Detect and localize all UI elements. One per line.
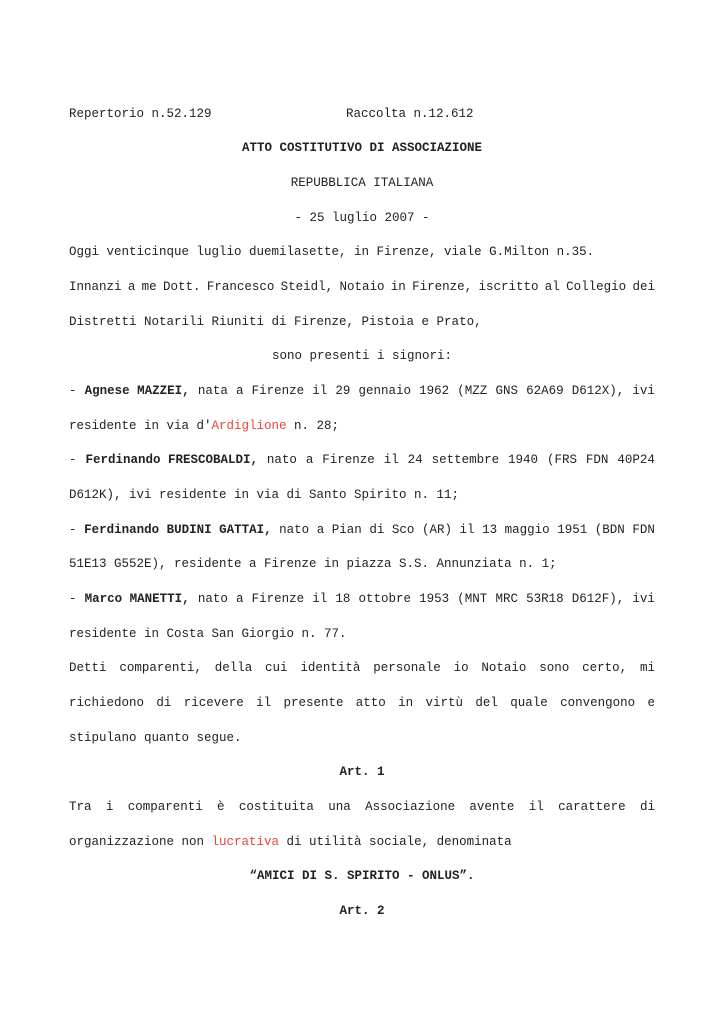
word: avente	[469, 800, 515, 814]
word: e	[647, 696, 655, 710]
word: Innanzi	[69, 280, 122, 294]
word: a	[127, 280, 136, 294]
word: del	[475, 696, 498, 710]
word: 62A69	[526, 384, 564, 398]
word: i	[105, 800, 114, 814]
republic-heading: REPUBBLICA ITALIANA	[290, 176, 434, 190]
header-line	[69, 104, 655, 124]
word: FDN	[632, 523, 655, 537]
word: me	[141, 280, 157, 294]
word: comparenti,	[119, 661, 202, 675]
person-1-name: Agnese MAZZEI,	[84, 384, 190, 398]
word: 1962	[419, 384, 450, 398]
person-2-line-1	[69, 450, 655, 470]
person-2-line-2: D612K), ivi residente in via di Santo Spirito n. 11;	[69, 488, 460, 502]
word: D612F),	[571, 592, 625, 606]
word: iscritto	[478, 280, 539, 294]
word: MRC	[495, 592, 518, 606]
person-1-line-1	[69, 381, 655, 401]
word: ivi	[632, 384, 655, 398]
word: Notaio	[481, 661, 527, 675]
word: di	[369, 523, 385, 537]
word: a	[316, 523, 325, 537]
word: il	[312, 592, 328, 606]
word: sono	[539, 661, 570, 675]
word: Firenze	[251, 384, 305, 398]
word: al	[544, 280, 560, 294]
word: D612X),	[571, 384, 625, 398]
comparenti-line-3: stipulano quanto segue.	[69, 731, 242, 745]
intro-line-1: Oggi venticinque luglio duemilasette, in Firenze, viale G.Milton n.35.	[69, 245, 595, 259]
word: (AR)	[421, 523, 452, 537]
word: convengono	[560, 696, 636, 710]
person-2-name: Ferdinando FRESCOBALDI,	[85, 453, 258, 467]
word: 29	[335, 384, 351, 398]
art-1-line-1	[69, 797, 655, 817]
word: a	[305, 453, 314, 467]
word: Sco	[391, 523, 415, 537]
word: GNS	[495, 384, 518, 398]
word: mi	[639, 661, 655, 675]
word: ricevere	[183, 696, 244, 710]
word: dei	[632, 280, 655, 294]
word: di	[156, 696, 172, 710]
word: presente	[283, 696, 344, 710]
word: (BDN	[594, 523, 625, 537]
word: Dott.	[162, 280, 201, 294]
art-1-heading: Art. 1	[339, 765, 385, 779]
word: atto	[355, 696, 386, 710]
word: Steidl,	[280, 280, 334, 294]
word: Firenze,	[412, 280, 473, 294]
word: della	[214, 661, 253, 675]
person-dash: -	[69, 384, 77, 398]
person-3-line-1	[69, 520, 655, 540]
word: a	[235, 384, 244, 398]
word: il	[528, 800, 544, 814]
document-title: ATTO COSTITUTIVO DI ASSOCIAZIONE	[241, 141, 483, 155]
intro-line-3: Distretti Notarili Riuniti di Firenze, Pistoia e Prato,	[69, 315, 482, 329]
word: il	[312, 384, 328, 398]
art-1-line-2: organizzazione non lucrativa di utilità sociale, denominata	[69, 835, 512, 849]
word: il	[256, 696, 272, 710]
word: certo,	[582, 661, 628, 675]
association-name: “AMICI DI S. SPIRITO - ONLUS”.	[249, 869, 475, 883]
word: Detti	[69, 661, 107, 675]
comparenti-line-2	[69, 693, 655, 713]
word: nata	[197, 384, 228, 398]
word: Firenze	[322, 453, 375, 467]
word: in	[390, 280, 406, 294]
word: 1953	[419, 592, 450, 606]
word: FDN	[585, 453, 609, 467]
word: Francesco	[206, 280, 275, 294]
word: una	[328, 800, 351, 814]
word: (FRS	[546, 453, 577, 467]
word: (MZZ	[457, 384, 488, 398]
word: nato	[197, 592, 228, 606]
person-4-line-1	[69, 589, 655, 609]
document-date: - 25 luglio 2007 -	[294, 211, 430, 225]
word: personale	[373, 661, 441, 675]
intro-line-2	[69, 277, 655, 297]
address-highlight: Ardiglione	[211, 419, 287, 433]
art-2-heading: Art. 2	[339, 904, 385, 918]
word: carattere	[558, 800, 626, 814]
person-3-line-2: 51E13 G552E), residente a Firenze in piazza S.S. Annunziata n. 1;	[69, 557, 557, 571]
word: 18	[335, 592, 351, 606]
word: 24	[407, 453, 423, 467]
word: settembre	[431, 453, 500, 467]
person-dash: -	[69, 523, 77, 537]
person-dash: -	[69, 453, 77, 467]
raccolta-number: Raccolta n.12.612	[346, 107, 474, 121]
word: io	[453, 661, 469, 675]
present-heading: sono presenti i signori:	[271, 349, 453, 363]
word: il	[383, 453, 399, 467]
word: 53R18	[526, 592, 564, 606]
word: Collegio	[566, 280, 627, 294]
word: virtù	[425, 696, 464, 710]
lucrativa-highlight: lucrativa	[211, 835, 280, 849]
word: maggio	[504, 523, 550, 537]
word: 1940	[508, 453, 539, 467]
word: il	[459, 523, 475, 537]
person-4-name: Marco MANETTI,	[84, 592, 190, 606]
comparenti-line-1	[69, 658, 655, 678]
word: 13	[482, 523, 498, 537]
person-1-line-2: residente in via d'Ardiglione n. 28;	[69, 419, 340, 433]
word: nato	[279, 523, 310, 537]
word: Notaio	[339, 280, 385, 294]
word: ottobre	[358, 592, 412, 606]
word: Firenze	[251, 592, 305, 606]
word: nato	[266, 453, 297, 467]
person-dash: -	[69, 592, 77, 606]
word: quale	[510, 696, 548, 710]
word: 1951	[557, 523, 588, 537]
word: identità	[300, 661, 361, 675]
person-4-line-2: residente in Costa San Giorgio n. 77.	[69, 627, 347, 641]
word: cui	[265, 661, 288, 675]
word: Pian	[331, 523, 362, 537]
word: è	[217, 800, 225, 814]
word: costituita	[238, 800, 314, 814]
word: di	[639, 800, 655, 814]
word: richiedono	[69, 696, 145, 710]
word: 40P24	[617, 453, 655, 467]
word: Tra	[69, 800, 92, 814]
repertorio-number: Repertorio n.52.129	[69, 107, 212, 121]
word: comparenti	[127, 800, 203, 814]
word: gennaio	[358, 384, 412, 398]
word: in	[398, 696, 414, 710]
person-3-name: Ferdinando BUDINI GATTAI,	[84, 523, 272, 537]
word: (MNT	[457, 592, 488, 606]
word: Associazione	[365, 800, 456, 814]
word: a	[235, 592, 244, 606]
word: ivi	[632, 592, 655, 606]
